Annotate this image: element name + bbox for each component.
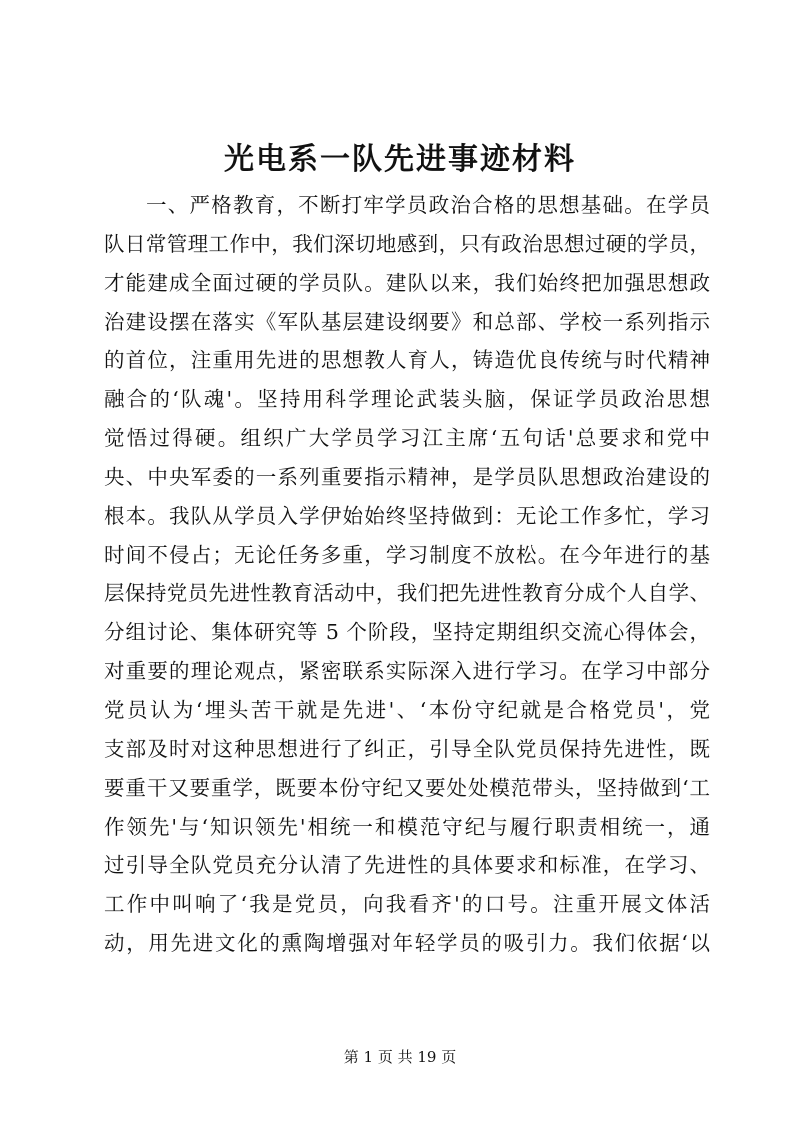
body-line: 党员认为‘埋头苦干就是先进'、‘本份守纪就是合格党员'，党	[104, 697, 710, 722]
body-line: 觉悟过得硬。组织广大学员学习江主席‘五句话'总要求和党中	[104, 426, 710, 451]
body-line: 才能建成全面过硬的学员队。建队以来，我们始终把加强思想政	[104, 270, 710, 295]
body-line: 支部及时对这种思想进行了纠正，引导全队党员保持先进性，既	[104, 736, 710, 761]
document-title: 光电系一队先进事迹材料	[224, 142, 576, 177]
body-line: 队日常管理工作中，我们深切地感到，只有政治思想过硬的学员，	[104, 231, 710, 256]
body-line: 过引导全队党员充分认清了先进性的具体要求和标准，在学习、	[104, 853, 710, 878]
body-line: 分组讨论、集体研究等 5 个阶段，坚持定期组织交流心得体会，	[104, 620, 710, 645]
body-line: 治建设摆在落实《军队基层建设纲要》和总部、学校一系列指示	[104, 309, 710, 334]
body-line: 时间不侵占；无论任务多重，学习制度不放松。在今年进行的基	[104, 542, 710, 567]
body-line: 层保持党员先进性教育活动中，我们把先进性教育分成个人自学、	[104, 581, 710, 606]
body-line: 要重干又要重学，既要本份守纪又要处处模范带头，坚持做到‘工	[104, 775, 710, 800]
body-line: 动，用先进文化的熏陶增强对年轻学员的吸引力。我们依据‘以	[104, 931, 710, 956]
body-line: 根本。我队从学员入学伊始始终坚持做到：无论工作多忙，学习	[104, 503, 710, 528]
page-footer: 第 1 页 共 19 页	[343, 1048, 457, 1066]
document-body	[104, 186, 710, 963]
body-line: 一、严格教育，不断打牢学员政治合格的思想基础。在学员	[146, 193, 710, 217]
body-line: 的首位，注重用先进的思想教人育人，铸造优良传统与时代精神	[104, 348, 710, 373]
body-line: 对重要的理论观点，紧密联系实际深入进行学习。在学习中部分	[104, 659, 710, 684]
body-line: 央、中央军委的一系列重要指示精神，是学员队思想政治建设的	[104, 464, 710, 489]
body-line: 融合的‘队魂'。坚持用科学理论武装头脑，保证学员政治思想	[104, 387, 710, 412]
body-line: 作领先'与‘知识领先'相统一和模范守纪与履行职责相统一，通	[104, 814, 710, 839]
body-line: 工作中叫响了‘我是党员，向我看齐'的口号。注重开展文体活	[104, 892, 710, 917]
